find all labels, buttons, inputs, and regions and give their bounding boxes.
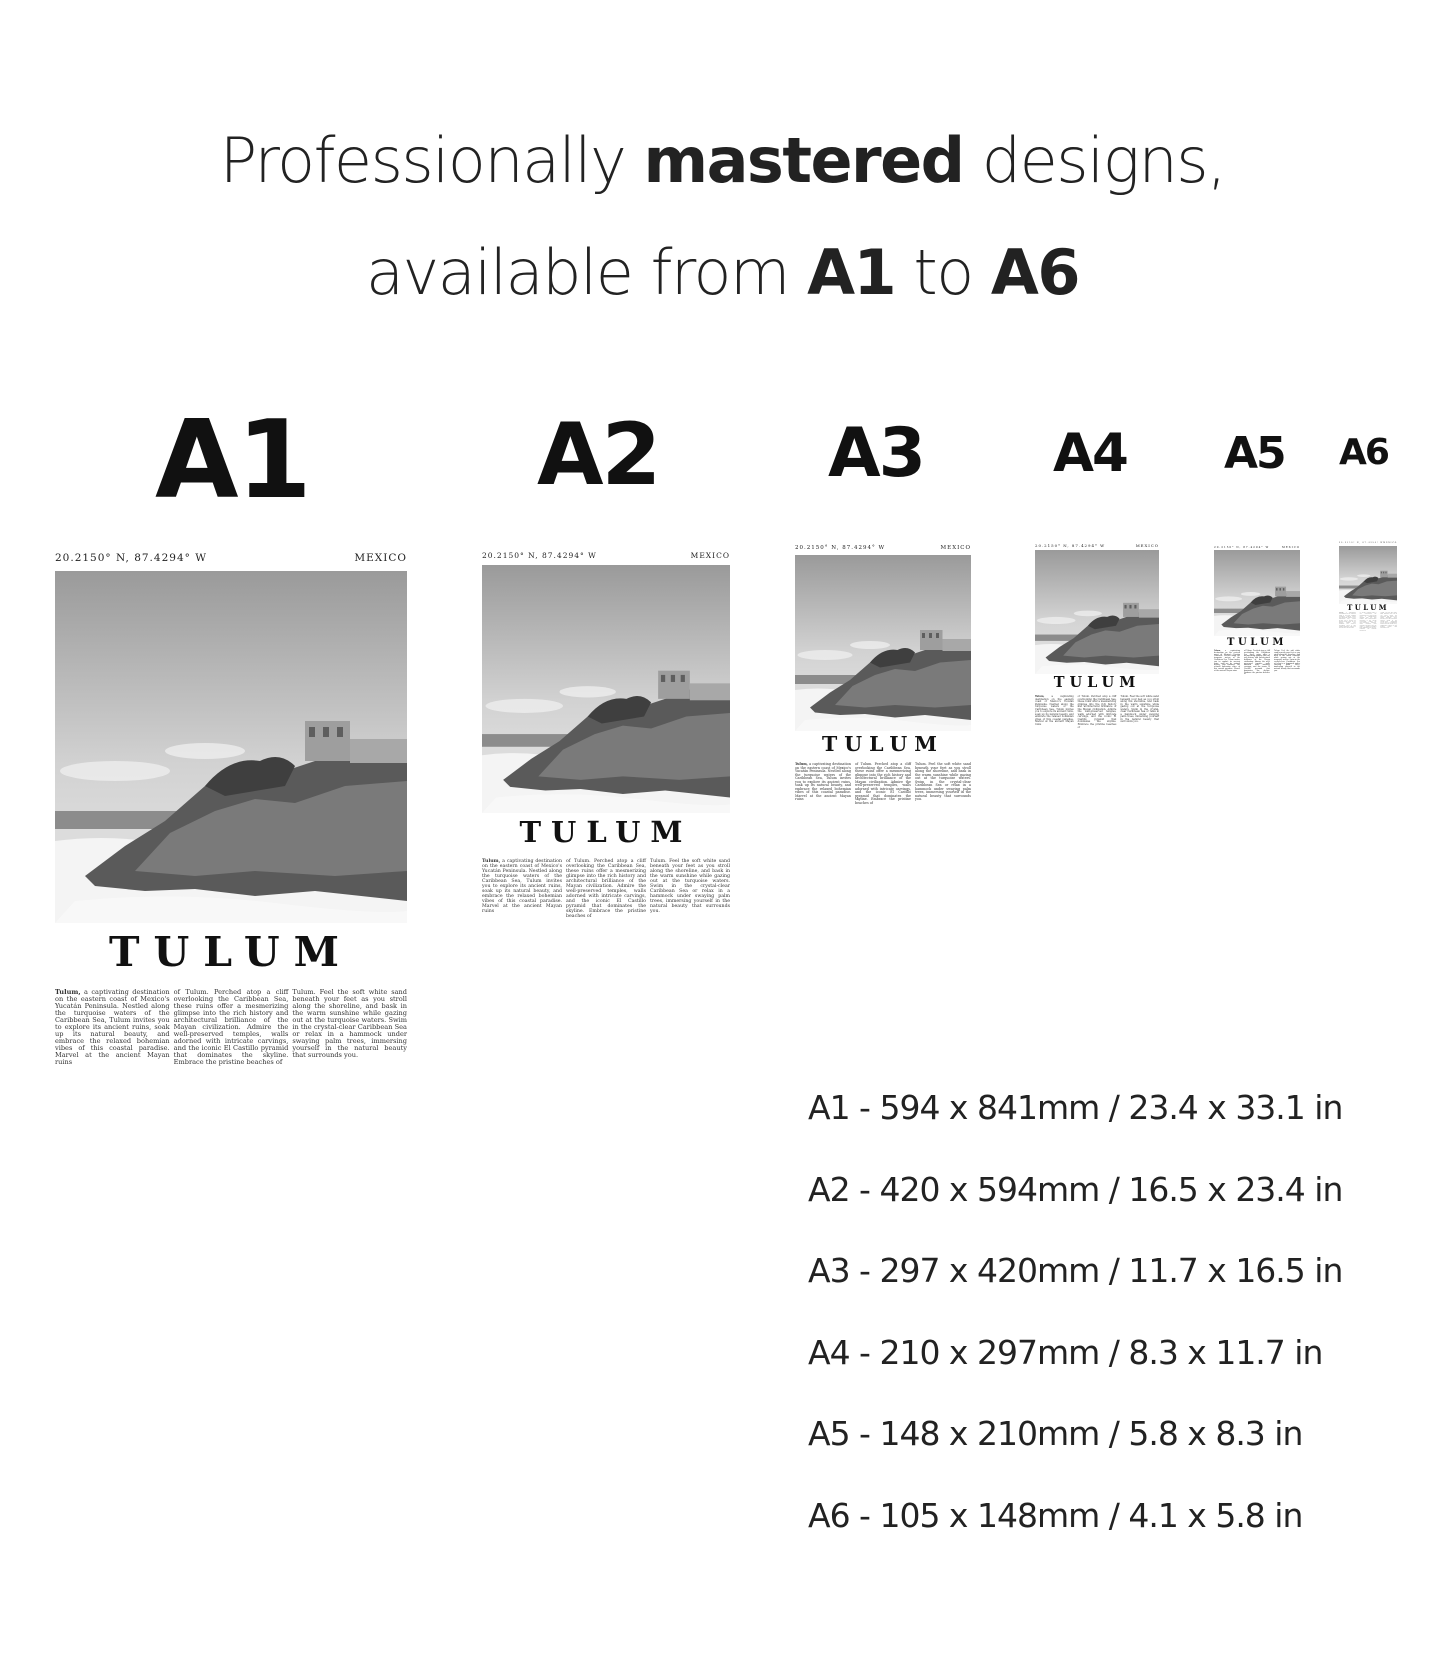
- poster-country: MEXICO: [1282, 545, 1300, 549]
- poster-coordinates: 20.2150° N, 87.4294° W: [55, 552, 207, 564]
- size-list: [808, 1075, 1408, 1564]
- poster-body-text: [482, 859, 730, 917]
- poster-a3: [795, 545, 971, 803]
- poster-body-text: [795, 763, 971, 803]
- poster-text-column: Tulum. Feel the soft white sand beneath your feet as you stroll along the shoreline, and bask in the warm sunshine while gazing out at the turquoise waters. Swim in the crystal-clear Caribbean Sea or relax in a hammock under swaying palm trees, immersing yourself in the natural beauty that surrounds you.: [292, 988, 407, 1059]
- size-row: A5 - 148 x 210mm / 5.8 x 8.3 in: [808, 1414, 1303, 1453]
- size-label-a3: A3: [828, 414, 924, 493]
- poster-text-column: of Tulum. Perched atop a cliff overlooking the Caribbean Sea, these ruins offer a mesmerizing glimpse into the rich history and architectural brilliance of the Mayan civilization. Admire the well-preserved temples, walls adorned with intricate carvings, and the iconic El Castillo pyramid that dominates the skyline. Embrace the pristine beaches of: [566, 859, 646, 919]
- poster-text-column: of Tulum. Perched atop a cliff overlooking the Caribbean Sea, these ruins offer a mesmerizing glimpse into the rich history and architectural brilliance of the Mayan civilization. Admire the well-preserved temples, walls adorned with intricate carvings, and the iconic El Castillo pyramid that dominates the skyline. Embrace the pristine beaches of: [855, 762, 911, 805]
- poster-body-text: [55, 989, 407, 1072]
- poster-text-column: Tulum. Feel the soft white sand beneath your feet as you stroll along the shoreline, and bask in the warm sunshine while gazing out at the turquoise waters. Swim in the crystal-clear Caribbean Sea or relax in a hammock under swaying palm trees, immersing yourself in the natural beauty that surrounds you.: [650, 859, 730, 914]
- headline-line-1: Professionally mastered designs,: [219, 124, 1226, 197]
- size-label-a5: A5: [1224, 428, 1285, 479]
- poster-body-text: [1035, 695, 1159, 729]
- poster-a1: [55, 552, 407, 1072]
- poster-meta: [55, 552, 407, 572]
- poster-title: TULUM: [519, 815, 693, 849]
- poster-country: MEXICO: [354, 552, 407, 564]
- headline-line-2: available from A1 to A6: [366, 236, 1079, 309]
- poster-a5: [1214, 545, 1300, 676]
- poster-text-column: Tulum. Feel the soft white sand beneath your feet as you stroll along the shoreline, and bask in the warm sunshine while gazing out at the turquoise waters. Swim in the crystal-clear Caribbean Sea or relax in a hammock under swaying palm trees, immersing yourself in the natural beauty that surrounds you.: [1380, 613, 1397, 630]
- poster-a4: [1035, 543, 1159, 729]
- size-row: A4 - 210 x 297mm / 8.3 x 11.7 in: [808, 1332, 1323, 1372]
- poster-coordinates: 20.2150° N, 87.4294° W: [1035, 543, 1106, 548]
- poster-title: TULUM: [1053, 674, 1141, 691]
- poster-text-column: Tulum, a captivating destination on the eastern coast of Mexico's Yucatán Peninsula. Nestled along the turquoise waters of the Caribbean Sea, Tulum invites you to explore its ancient ruins, soak up its natural beauty, and embrace the relaxed bohemian vibes of this coastal paradise. Marvel at the ancient Mayan ruins: [482, 859, 562, 914]
- size-label-a6: A6: [1339, 432, 1388, 473]
- poster-meta: [482, 551, 730, 565]
- poster-text-column: Tulum, a captivating destination on the eastern coast of Mexico's Yucatán Peninsula. Nestled along the turquoise waters of the Caribbean Sea, Tulum invites you to explore its ancient ruins, soak up its natural beauty, and embrace the relaxed bohemian vibes of this coastal paradise. Marvel at the ancient Mayan ruins: [55, 988, 170, 1066]
- poster-country: MEXICO: [1383, 542, 1398, 544]
- poster-photo: [482, 565, 730, 813]
- poster-country: MEXICO: [1135, 543, 1159, 548]
- poster-country: MEXICO: [690, 551, 730, 560]
- poster-body-text: [1214, 650, 1300, 676]
- poster-title: TULUM: [109, 928, 353, 976]
- poster-text-column: Tulum, a captivating destination on the eastern coast of Mexico's Yucatán Peninsula. Nestled along the turquoise waters of the Caribbean Sea, Tulum invites you to explore its ancient ruins, soak up its natural beauty, and embrace the relaxed bohemian vibes of this coastal paradise. Marvel at the ancient Mayan ruins: [1214, 650, 1240, 672]
- size-row: A2 - 420 x 594mm / 16.5 x 23.4 in: [808, 1169, 1343, 1209]
- size-row: A3 - 297 x 420mm / 11.7 x 16.5 in: [808, 1251, 1343, 1290]
- poster-text-column: of Tulum. Perched atop a cliff overlooking the Caribbean Sea, these ruins offer a mesmerizing glimpse into the rich history and architectural brilliance of the Mayan civilization. Admire the well-preserved temples, walls adorned with intricate carvings, and the iconic El Castillo pyramid that dominates the skyline. Embrace the pristine beaches of: [1359, 613, 1377, 632]
- poster-text-column: of Tulum. Perched atop a cliff overlooking the Caribbean Sea, these ruins offer a mesmerizing glimpse into the rich history and architectural brilliance of the Mayan civilization. Admire the well-preserved temples, walls adorned with intricate carvings, and the iconic El Castillo pyramid that dominates the skyline. Embrace the pristine beaches of: [1244, 650, 1270, 676]
- size-label-a2: A2: [537, 405, 660, 505]
- poster-title: TULUM: [822, 732, 944, 756]
- poster-a6: [1339, 542, 1398, 632]
- poster-text-column: Tulum. Feel the soft white sand beneath your feet as you stroll along the shoreline, and bask in the warm sunshine while gazing out at the turquoise waters. Swim in the crystal-clear Caribbean Sea or relax in a hammock under swaying palm trees, immersing yourself in the natural beauty that surrounds you.: [915, 762, 971, 801]
- size-label-a4: A4: [1053, 423, 1127, 484]
- poster-a2: [482, 551, 730, 917]
- poster-photo: [1035, 550, 1159, 674]
- poster-meta: [1035, 543, 1159, 550]
- poster-photo: [1339, 546, 1397, 604]
- poster-body-text: [1339, 613, 1397, 632]
- poster-meta: [795, 545, 971, 555]
- poster-country: MEXICO: [940, 545, 971, 551]
- poster-text-column: of Tulum. Perched atop a cliff overlooking the Caribbean Sea, these ruins offer a mesmerizing glimpse into the rich history and architectural brilliance of the Mayan civilization. Admire the well-preserved temples, walls adorned with intricate carvings, and the iconic El Castillo pyramid that dominates the skyline. Embrace the pristine beaches of: [173, 988, 289, 1066]
- poster-text-column: Tulum. Feel the soft white sand beneath your feet as you stroll along the shoreline, and bask in the warm sunshine while gazing out at the turquoise waters. Swim in the crystal-clear Caribbean Sea or relax in a hammock under swaying palm trees, immersing yourself in the natural beauty that surrounds you.: [1120, 695, 1159, 724]
- poster-coordinates: 20.2150° N, 87.4294° W: [1339, 542, 1384, 544]
- size-row: A6 - 105 x 148mm / 4.1 x 5.8 in: [808, 1495, 1303, 1535]
- poster-coordinates: 20.2150° N, 87.4294° W: [795, 545, 886, 551]
- poster-text-column: Tulum, a captivating destination on the eastern coast of Mexico's Yucatán Peninsula. Nestled along the turquoise waters of the Caribbean Sea, Tulum invites you to explore its ancient ruins, soak up its natural beauty, and embrace the relaxed bohemian vibes of this coastal paradise. Marvel at the ancient Mayan ruins: [1035, 695, 1074, 727]
- poster-photo: [795, 555, 971, 731]
- poster-coordinates: 20.2150° N, 87.4294° W: [482, 551, 597, 560]
- size-row: A1 - 594 x 841mm / 23.4 x 33.1 in: [808, 1088, 1343, 1127]
- poster-title: TULUM: [1347, 603, 1389, 612]
- headline: [0, 105, 1445, 329]
- poster-photo: [55, 571, 407, 923]
- size-label-a1: A1: [155, 398, 310, 523]
- poster-text-column: Tulum. Feel the soft white sand beneath your feet as you stroll along the shoreline, and bask in the warm sunshine while gazing out at the turquoise waters. Swim in the crystal-clear Caribbean Sea or relax in a hammock under swaying palm trees, immersing yourself in the natural beauty that surrounds you.: [1274, 650, 1300, 672]
- poster-photo: [1214, 550, 1300, 636]
- poster-title: TULUM: [1227, 637, 1287, 648]
- poster-text-column: Tulum, a captivating destination on the eastern coast of Mexico's Yucatán Peninsula. Nestled along the turquoise waters of the Caribbean Sea, Tulum invites you to explore its ancient ruins, soak up its natural beauty, and embrace the relaxed bohemian vibes of this coastal paradise. Marvel at the ancient Mayan ruins: [1339, 613, 1356, 630]
- poster-text-column: Tulum, a captivating destination on the eastern coast of Mexico's Yucatán Peninsula. Nestled along the turquoise waters of the Caribbean Sea, Tulum invites you to explore its ancient ruins, soak up its natural beauty, and embrace the relaxed bohemian vibes of this coastal paradise. Marvel at the ancient Mayan ruins: [795, 762, 851, 801]
- poster-coordinates: 20.2150° N, 87.4294° W: [1214, 545, 1270, 549]
- poster-text-column: of Tulum. Perched atop a cliff overlooking the Caribbean Sea, these ruins offer a mesmerizing glimpse into the rich history and architectural brilliance of the Mayan civilization. Admire the well-preserved temples, walls adorned with intricate carvings, and the iconic El Castillo pyramid that dominates the skyline. Embrace the pristine beaches of: [1077, 695, 1117, 729]
